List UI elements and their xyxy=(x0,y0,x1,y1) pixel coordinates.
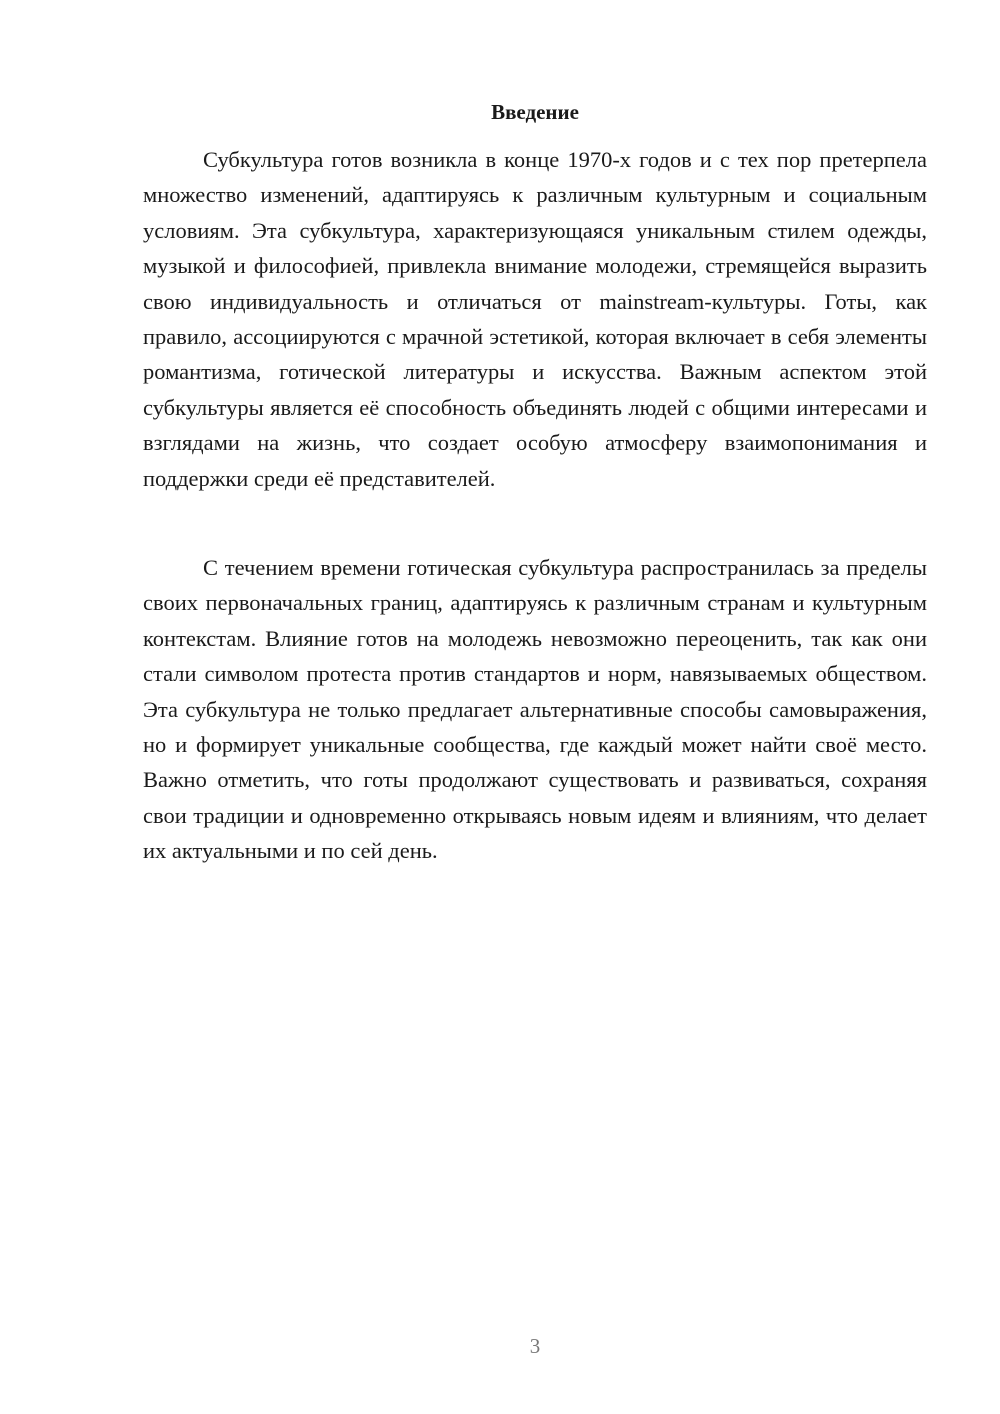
paragraph-2: С течением времени готическая субкультура распространилась за пределы своих первоначальных границ, адаптируясь к различным странам и культурным контекстам. Влияние готов на молодежь невозможно переоценить, так как они стали символом протеста против стандартов и норм, навязываемых обществом. Эта субкультура не только предлагает альтернативные способы самовыражения, но и формирует уникальные сообщества, где каждый может найти своё место. Важно отметить, что готы продолжают существовать и развиваться, сохраняя свои традиции и одновременно открываясь новым идеям и влияниям, что делает их актуальными и по сей день. xyxy=(143,555,927,864)
paragraph-1: Субкультура готов возникла в конце 1970-х годов и с тех пор претерпела множество изменений, адаптируясь к различным культурным и социальным условиям. Эта субкультура, характеризующаяся уникальным стилем одежды, музыкой и философией, привлекла внимание молодежи, стремящейся выразить свою индивидуальность и отличаться от mainstream-культуры. Готы, как правило, ассоциируются с мрачной эстетикой, которая включает в себя элементы романтизма, готической литературы и искусства. Важным аспектом этой субкультуры является её способность объединять людей с общими интересами и взглядами на жизнь, что создает особую атмосферу взаимопонимания и поддержки среди её представителей. xyxy=(143,147,927,491)
section-heading: Введение xyxy=(491,100,579,124)
page-number: 3 xyxy=(529,1334,541,1358)
